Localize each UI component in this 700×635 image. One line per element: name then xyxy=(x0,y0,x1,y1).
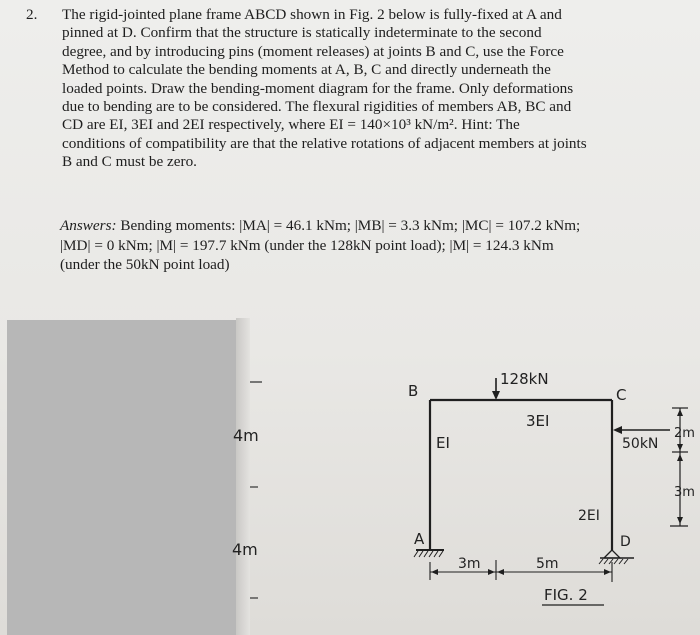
dim-label-2m: 2m xyxy=(674,426,695,441)
problem-line: Method to calculate the bending moments at A, B, C and directly underneath the xyxy=(62,61,551,79)
joint-label-b: B xyxy=(408,382,419,400)
pin-support-d xyxy=(599,550,634,564)
side-note-text: 4m xyxy=(233,426,259,445)
page-fold-shadow xyxy=(236,318,250,635)
problem-line: CD are EI, 3EI and 2EI respectively, where EI = 140×10³ kN/m². Hint: The xyxy=(62,116,520,134)
problem-line: The rigid-jointed plane frame ABCD shown in Fig. 2 below is fully-fixed at A and xyxy=(62,6,562,23)
problem-line: pinned at D. Confirm that the structure is statically indeterminate to the second xyxy=(62,24,542,42)
dim-label-5m: 5m xyxy=(536,556,559,572)
dim-label-3m-right: 3m xyxy=(674,485,695,500)
load-label-128kn: 128kN xyxy=(500,370,549,388)
load-arrow-128kn xyxy=(492,378,500,400)
rigidity-label-cd: 2EI xyxy=(578,508,600,524)
load-arrow-50kn xyxy=(613,426,670,434)
figure-caption: FIG. 2 xyxy=(544,586,588,604)
rigidity-label-bc: 3EI xyxy=(526,412,550,430)
joint-label-a: A xyxy=(414,530,425,548)
answers-line-1 xyxy=(60,216,670,236)
rigidity-label-ab: EI xyxy=(436,434,450,452)
answers-block xyxy=(60,216,670,275)
answers-text-1: Bending moments: |MA| = 46.1 kNm; |MB| = 3.3 kNm; |MC| = 107.2 kNm; xyxy=(120,217,581,234)
joint-label-c: C xyxy=(616,386,627,404)
joint-label-d: D xyxy=(620,534,631,550)
dim-label-3m: 3m xyxy=(458,556,481,572)
problem-number: 2. xyxy=(26,6,38,23)
side-note-text: 4m xyxy=(232,540,258,559)
answers-line-3: (under the 50kN point load) xyxy=(60,256,230,273)
problem-line: degree, and by introducing pins (moment releases) at joints B and C, use the Force xyxy=(62,42,564,60)
problem-line: loaded points. Draw the bending-moment diagram for the frame. Only deformations xyxy=(62,79,574,97)
problem-line: B and C must be zero. xyxy=(62,153,197,171)
load-label-50kn: 50kN xyxy=(622,436,659,452)
frame-figure xyxy=(250,320,695,632)
fixed-support-a xyxy=(414,550,444,557)
answers-label: Answers: xyxy=(60,217,117,234)
problem-line: conditions of compatibility are that the relative rotations of adjacent members at joints xyxy=(62,134,587,152)
problem-text xyxy=(62,6,674,172)
redacted-region xyxy=(7,320,247,635)
problem-line: due to bending are to be considered. The flexural rigidities of members AB, BC and xyxy=(62,98,572,116)
answers-line-2: |MD| = 0 kNm; |M| = 197.7 kNm (under the 128kN point load); |M| = 124.3 kNm xyxy=(60,236,554,254)
